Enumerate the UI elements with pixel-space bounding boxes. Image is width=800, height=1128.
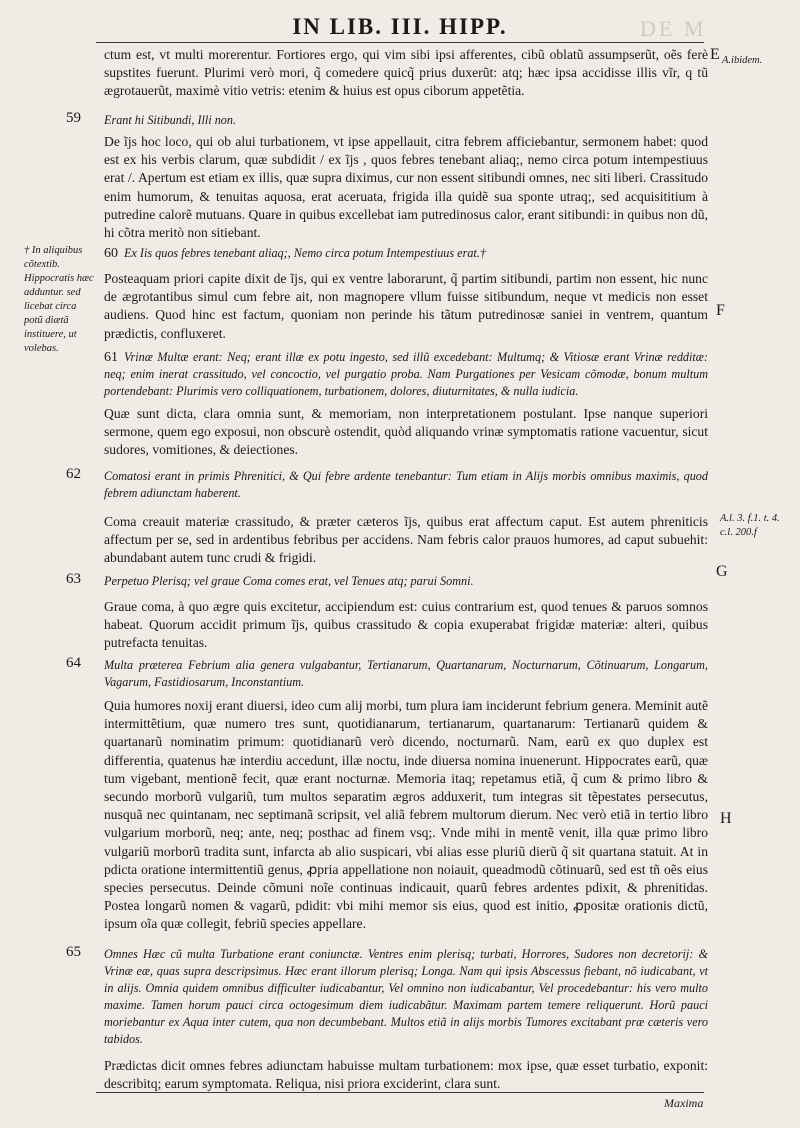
aphorism-lemma: [104, 657, 708, 691]
commentary-paragraph: [104, 405, 708, 460]
aphorism-number: 61: [104, 350, 118, 365]
show-through-text: DE M: [640, 16, 707, 41]
lemma-body: Comatosi erant in primis Phrenitici, & Qui febre ardente tenebantur: Tum etiam in Alijs morbis omnibus maximis, quod febrem adiunctam haberent.: [104, 469, 708, 500]
lemma-body: Ex Iis quos febres tenebant aliaq;, Nemo circa potum Intempestiuus erat.†: [124, 246, 486, 260]
commentary-paragraph: [104, 1057, 708, 1093]
paragraph-text: Graue coma, à quo ægre quis excitetur, accipiendum est: cuius contrarium est, quod tenues & paruos somnos habeat. Quorum accidit primum ĩjs, quibus crassitudo & copia exuperabat frigidæ materiæ: alteri, quibus putrefacta tenuitas.: [104, 599, 708, 651]
section-letter: F: [716, 302, 725, 319]
aphorism-lemma: [104, 573, 708, 590]
section-letter: H: [720, 810, 732, 827]
aphorism-lemma: [104, 946, 708, 1048]
lemma-text: [104, 657, 708, 691]
paragraph-text: Posteaquam priori capite dixit de ĩjs, qui ex ventre laborarunt, q̃ partim sitibundi, partim non essent, hic nunc de ægrotantibus simul cum febre ait, non magnopere vllum fuisse sitibundum, neque vt medicis non esset audiens. Quod hinc est factum, quoniam non perinde his tãtum putredinosæ saniei in ventrem, quantum prædictis, confluxeret.: [104, 271, 708, 341]
commentary-paragraph: [104, 133, 708, 242]
aphorism-number: 65: [66, 944, 81, 960]
header-title: IN LIB. III. HIPP.: [292, 14, 508, 39]
lemma-text: [104, 573, 708, 590]
aphorism-lemma: [104, 349, 708, 400]
lemma-text: [104, 349, 708, 400]
aphorism-number: 60: [104, 246, 118, 261]
catchword: Maxima: [664, 1096, 704, 1110]
paragraph-text: De ĩjs hoc loco, qui ob alui turbationem, vt ipse appellauit, citra febrem afficiebantur, sermonem habet: quod est ex his verbis clarum, quæ subdidit / ex ĩjs , quos febres tenebant aliaq;, nemo circa potum intempestiuus erat /. Apertum est etiam ex illis, quæ supra diximus, cur non essent sitibundi omnes, nec siti liberi. Crassitudo enim humorum, & tenuitas aquosa, erat aceruata, frigida illa quidẽ sua sponte utraq;, sed acquisititium à putredine calorẽ mutuans. Quare in quibus excellebat iam putredinosus calor, erant sitibundi: in quibus non dũ, hi cõtra meritò non sitiebant.: [104, 134, 708, 241]
lemma-text: [104, 468, 708, 502]
aphorism-lemma: [104, 468, 708, 502]
margin-note: A.l. 3. f.1. t. 4. c.l. 200.f: [720, 513, 780, 538]
margin-note: A.ibidem.: [722, 55, 763, 66]
paragraph-text: Coma creauit materiæ crassitudo, & præter cæteros ĩjs, quibus erat affectum caput. Est autem phreniticis affectum per se, sed in ardentibus febribus per accidens. Nam febris calor prauos humores, ad caput subuehit: abundabant autem tunc crudi & frigidi.: [104, 514, 708, 566]
aphorism-number: 62: [66, 466, 81, 482]
paragraph-text: Prædictas dicit omnes febres adiunctam habuisse multam turbationem: mox ipse, quæ esset turbatio, exponit: describitq; earum symptomata. Reliqua, nisi priora exciderint, clara sunt.: [104, 1058, 708, 1092]
margin-note: † In aliquibus cõtextib. Hippocratis hæc adduntur. sed licebat circa potũ diætã instituere, ut volebas.: [24, 245, 94, 354]
lemma-body: Perpetuo Plerisq; vel graue Coma comes erat, vel Tenues atq; parui Somni.: [104, 574, 474, 588]
lemma-body: Omnes Hæc cũ multa Turbatione erant coniunctæ. Ventres enim plerisq; turbati, Horrores, Sudores non decretorij: & Vrinæ eæ, quas supra descripsimus. Hæc erant illorum plerisq; Longa. Nam qui ipsis Abscessus fiebant, nõ iudicabant, vt in alijs. Omnia quidem omnibus difficulter iudicabantur, Vel omnino non iudicabantur, Vel procedebantur: his vero multo maxime. Tamen horum pauci circa octogesimum diem iudicabãtur. Maximam partem temere reliquerunt. Horũ pauci moriebantur ex Aqua inter cutem, qua non decumbebant. Multos etiã in alijs morbis Tumores excitabant præ cæteris vero tabidos.: [104, 947, 708, 1046]
section-letter: G: [716, 563, 728, 580]
lemma-text: [104, 245, 708, 262]
running-header: [0, 14, 800, 40]
lemma-body: Multa præterea Febrium alia genera vulgabantur, Tertianarum, Quartanarum, Nocturnarum, Cõtinuarum, Longarum, Vagarum, Fastidiosarum, Inconstantium.: [104, 658, 708, 689]
aphorism-lemma: [104, 112, 708, 129]
commentary-paragraph: [104, 513, 708, 568]
lemma-text: [104, 112, 708, 129]
commentary-paragraph: [104, 697, 708, 934]
aphorism-number: 59: [66, 110, 81, 126]
lemma-text: [104, 946, 708, 1048]
header-rule: [96, 42, 704, 43]
paragraph-text: Quæ sunt dicta, clara omnia sunt, & memoriam, non interpretationem postulant. Ipse nanque superiori sermone, quem ego exposui, non obscurè ostendit, quòd aliquando vrinæ symptomatis ratione vacuentur, sicut sudores, vomitiones, & deiectiones.: [104, 406, 708, 458]
paragraph-text: Quia humores noxij erant diuersi, ideo cum alij morbi, tum plura iam inciderunt febrium genera. Meminit autẽ intermittẽtium, quæ numero tres sunt, quotidianarum, tertianarum, quartanarum: Tertianarũ quidem & quartanarũ nominatim primum: quotidianarũ verò dicendo, nocturnarũ. Nam, earũ ex quo duplex est differentia, quatenus hæ interdiu accedunt, illæ noctu, inde diuersa nomina inuenerunt. Hippocrates earũ, quæ tum vigebant, mentionẽ fecit, quæ erant nocturnæ. Memoria itaq; repetamus etiã, q̃ cum & primo libro & secundo morborũ vulgariũ, tum multos separatim ægros adduxerit, tum integras sit tẽpestates persecutus, nusquã nec quintanam, nec septimanã scripsit, vel aliã febrem multorum dierum. Nec verò etiã in tertio libro vulgarium morborũ, neq; ante, neq; posthac ad finem vsq;. Vnde mihi in mentẽ venit, illa quæ primo libro vulgariũ morborũ tradita sunt, infarcta ab alio suspicari, vbi alias esse pluriũ dierũ q̃ sit quartana statuit. At in pdicta oratione intermittentiũ genus, ꝓpria appellatione non noiauit, queadmodũ cõtinuarũ, sed est tñ oẽs eius species persecutus. Deinde cõmuni noĩe continuas indicauit, quarũ febres ardentes pdixit, & phrenitidas. Postea longarũ nomen & vagarũ, pdidit: vbi mihi memor sis eius, quod est initio, ꝓpositæ orationis dictũ, ipsum oĩa quæ collegit, febriũ species appellare.: [104, 698, 708, 932]
commentary-paragraph: [104, 270, 708, 343]
aphorism-number: 63: [66, 571, 81, 587]
lemma-body: Erant hi Sitibundi, Illi non.: [104, 113, 237, 127]
aphorism-number: 64: [66, 655, 81, 671]
lemma-body: Vrinæ Multæ erant: Neq; erant illæ ex potu ingesto, sed illũ excedebant: Multumq; & Vitiosæ erant Vrinæ redditæ: neq; enim inerat crassitudo, vel concoctio, vel purgatio proba. Nam Purgationes per Vesicam cõmodæ, bonum multum portendebant: Plurimis vero colliquationem, turbationem, dolores, diuturnitates, & nulla iudicia.: [104, 350, 708, 398]
paragraph-text: ctum est, vt multi morerentur. Fortiores ergo, qui vim sibi ipsi afferentes, cibũ oblatũ assumpserũt, oẽs ferè supstites fuerunt. Plurimi verò mori, q̃ comedere quicq̃ prius duxerũt: atq; hæc ipsa accidisse illis vĩr, q tũ ægrotauerũt, maximè vitio vetris: etenim & huius est opus ciborum appetẽtia.: [104, 47, 708, 99]
commentary-paragraph: [104, 598, 708, 653]
commentary-paragraph: [104, 46, 708, 101]
section-letter: E: [710, 46, 720, 63]
aphorism-lemma: [104, 245, 708, 262]
